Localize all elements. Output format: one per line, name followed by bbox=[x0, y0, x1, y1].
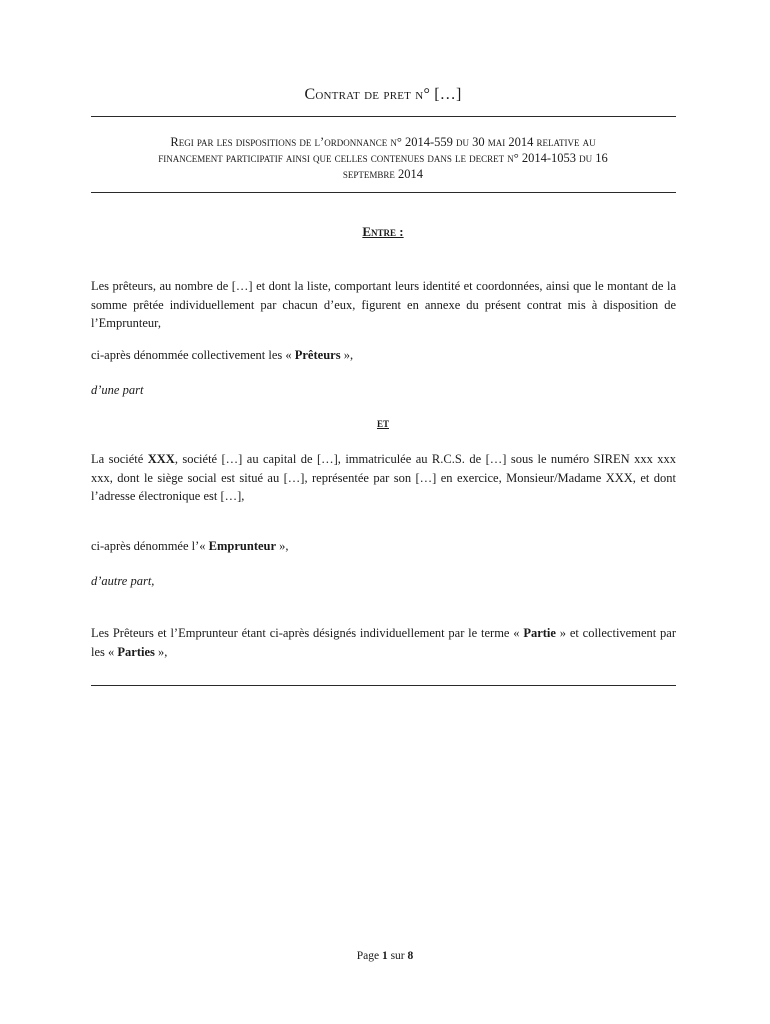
et-heading: et bbox=[376, 416, 389, 430]
closing-rule bbox=[91, 685, 676, 686]
subtitle-line-3: septembre 2014 bbox=[342, 167, 424, 181]
page-total: 8 bbox=[407, 950, 414, 962]
parties-paragraph-prefix: Les Prêteurs et l’Emprunteur étant ci-après désignés individuellement par le terme « bbox=[91, 626, 524, 640]
lenders-term: Prêteurs bbox=[294, 348, 341, 362]
subtitle-rule bbox=[91, 192, 676, 193]
subtitle-line-1: Regi par les dispositions de l’ordonnance n° 2014-559 du 30 mai 2014 relative au bbox=[170, 135, 596, 149]
borrower-designation-suffix: », bbox=[276, 539, 289, 553]
entre-heading: Entre : bbox=[362, 224, 404, 239]
page-footer bbox=[0, 950, 770, 962]
lenders-designation bbox=[91, 346, 676, 365]
dune-part-label: d’une part bbox=[91, 383, 144, 397]
partie-term: Partie bbox=[523, 626, 556, 640]
borrower-paragraph bbox=[91, 450, 676, 506]
dautre-part-label: d’autre part, bbox=[91, 574, 155, 588]
title-rule bbox=[91, 116, 676, 117]
lenders-designation-suffix: », bbox=[340, 348, 354, 362]
borrower-designation-prefix: ci-après dénommée l’« bbox=[91, 539, 209, 553]
company-name: XXX bbox=[147, 452, 175, 466]
parties-term: Parties bbox=[117, 644, 155, 659]
contract-subtitle bbox=[90, 134, 676, 182]
borrower-paragraph-prefix: La société bbox=[91, 452, 148, 466]
borrower-designation bbox=[91, 537, 676, 556]
parties-paragraph-suffix: », bbox=[154, 644, 168, 659]
borrower-term: Emprunteur bbox=[208, 539, 277, 553]
parties-paragraph-mid: » et collectivement par les « bbox=[91, 626, 676, 659]
parties-paragraph bbox=[91, 624, 676, 661]
page-sep: sur bbox=[390, 950, 405, 962]
lenders-designation-prefix: ci-après dénommée collectivement les « bbox=[91, 348, 295, 362]
lenders-paragraph: Les prêteurs, au nombre de […] et dont la liste, comportant leurs identité et coordonnées, ainsi que le montant de la somme prêtée individuellement par chacun d’eux, figurent en annexe du présent contrat mis à disposition de l’Emprunteur, bbox=[91, 279, 676, 330]
page-label: Page bbox=[356, 950, 380, 962]
contract-title: Contrat de pret n° […] bbox=[304, 86, 462, 103]
page-current: 1 bbox=[381, 950, 388, 962]
borrower-paragraph-suffix: , société […] au capital de […], immatriculée au R.C.S. de […] sous le numéro SIREN xxx xxx xxx, dont le siège social est situé au […], représentée par son […] en exercice, Monsieur/Madame XXX, et dont l’adresse électronique est […], bbox=[91, 452, 676, 503]
subtitle-line-2: financement participatif ainsi que celles contenues dans le decret n° 2014-1053 du 16 bbox=[158, 151, 608, 165]
